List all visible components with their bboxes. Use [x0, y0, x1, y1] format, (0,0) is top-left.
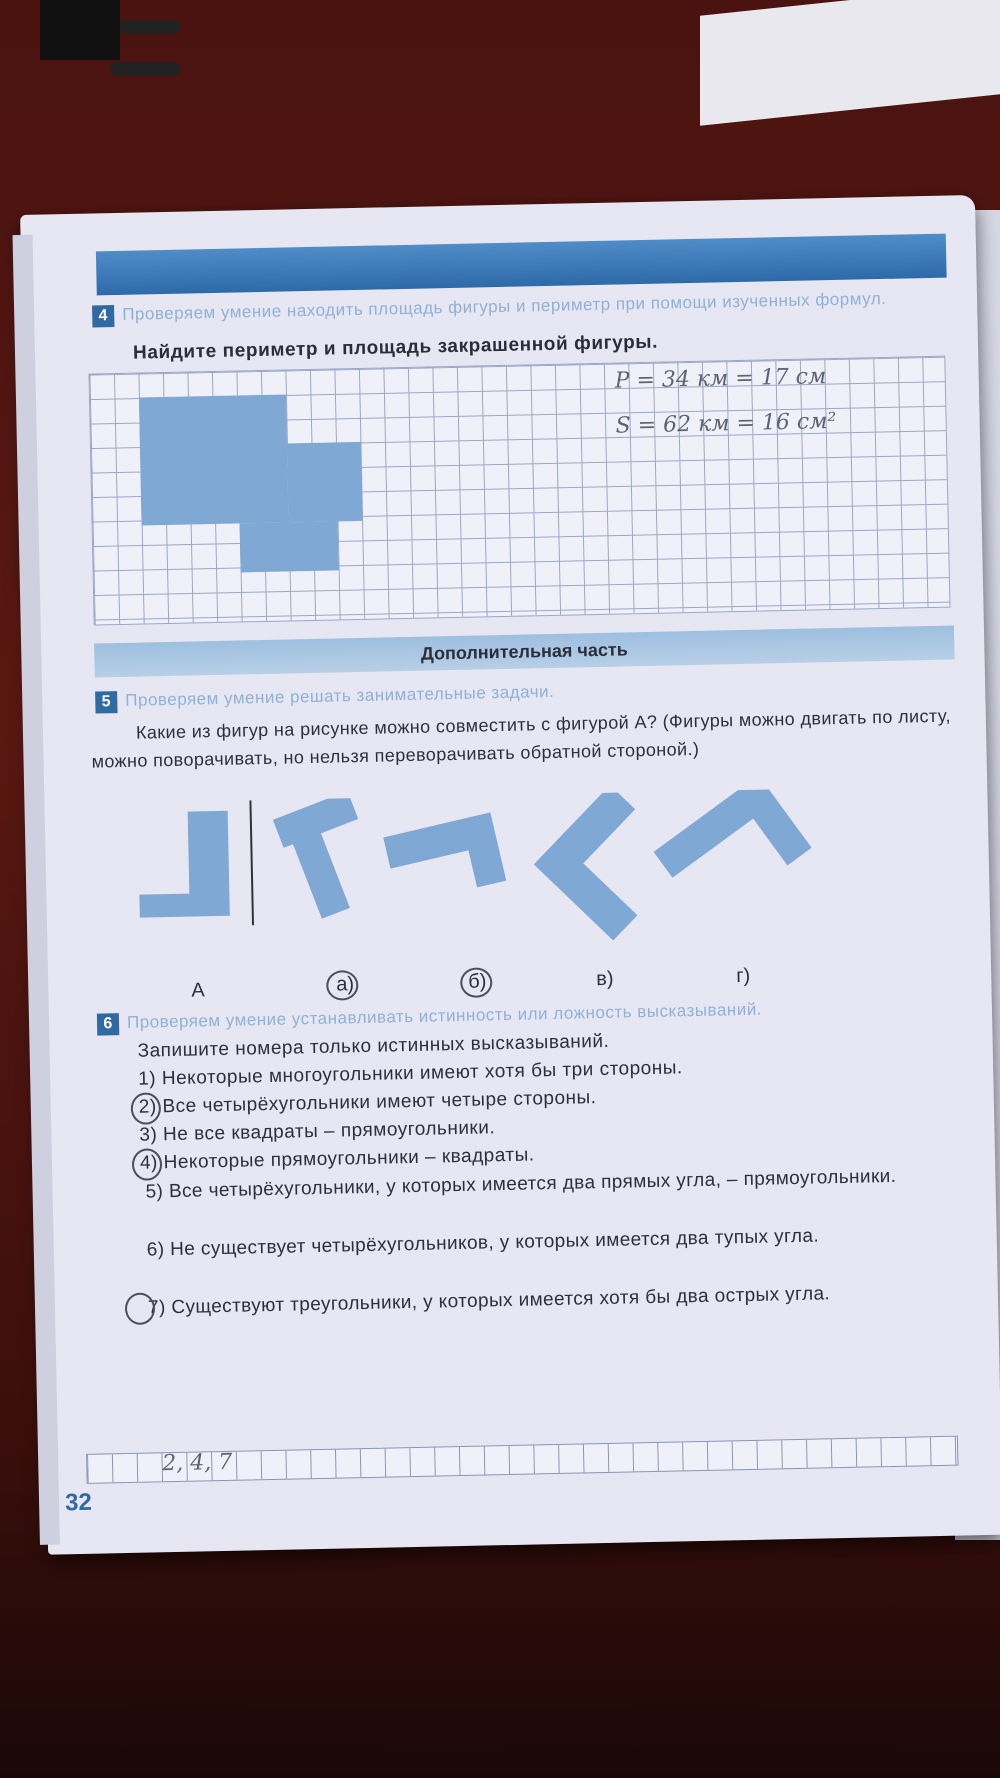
task6-heading [97, 1000, 762, 1036]
task4-number: 4 [92, 305, 114, 327]
perimeter-answer: P = 34 км = 17 см [614, 364, 827, 394]
task6-answer: 2, 4, 7 [162, 1449, 233, 1477]
circle-mark [132, 1148, 163, 1181]
task5-title: Проверяем умение решать занимательные задачи. [125, 681, 555, 710]
separator-line [250, 800, 253, 925]
task5-number: 5 [95, 691, 117, 713]
statement-7: 7) Существуют треугольники, у которых имеется хотя бы два острых угла. [147, 1283, 831, 1319]
task4-instruction: Найдите периметр и площадь закрашенной фигуры. [132, 331, 659, 364]
circle-mark [131, 1092, 162, 1125]
statement-6: 6) Не существует четырёхугольников, у которых имеется два тупых угла. [146, 1225, 820, 1261]
task6-number: 6 [97, 1013, 119, 1035]
figure-a-shape [138, 811, 230, 918]
workbook-page [20, 195, 1000, 1555]
extra-section-heading: Дополнительная часть [94, 626, 955, 678]
charger-plug [40, 0, 200, 110]
shaded-figure-part [287, 442, 363, 523]
area-answer: S = 62 км = 16 см² [615, 408, 837, 439]
task5-question: Какие из фигур на рисунке можно совместить с фигурой А? (Фигуры можно двигать по листу, можно поворачивать, но нельзя переворачивать обратной стороной.) [91, 705, 951, 772]
figures-set [92, 786, 915, 973]
page-number: 32 [64, 1488, 93, 1517]
figure-b2-shape [383, 812, 506, 905]
figure-label-4: г) [735, 964, 751, 988]
shaded-figure-part [139, 394, 289, 525]
task4-title: Проверяем умение находить площадь фигуры и периметр при помощи изученных формул. [122, 288, 887, 324]
statement-1: 1) Некоторые многоугольники имеют хотя бы три стороны. [138, 1057, 683, 1090]
statement-2: 2) Все четырёхугольники имеют четыре стороны. [138, 1087, 597, 1118]
circle-mark [460, 967, 493, 998]
task6-title: Проверяем умение устанавливать истинность или ложность высказываний. [126, 999, 763, 1032]
figure-label-2: б) [468, 970, 487, 993]
figure-label-3: в) [596, 967, 614, 991]
shaded-figure-part [240, 521, 339, 572]
header-banner [96, 234, 947, 296]
graph-paper [88, 356, 950, 626]
figure-g-shape [654, 786, 812, 924]
task5-heading [95, 682, 554, 714]
statement-4: 4) Некоторые прямоугольники – квадраты. [139, 1144, 535, 1174]
figure-label-a: А [191, 979, 205, 1002]
task4-heading [92, 288, 952, 328]
statement-3: 3) Не все квадраты – прямоугольники. [139, 1117, 496, 1146]
figure-label-1: а) [336, 973, 355, 996]
statement-5: 5) Все четырёхугольники, у которых имеется два прямых угла, – прямоугольники. [145, 1165, 897, 1203]
answer-cells [86, 1436, 958, 1484]
figure-b1-shape [273, 791, 387, 922]
task6-instruction: Запишите номера только истинных высказываний. [137, 1030, 610, 1062]
